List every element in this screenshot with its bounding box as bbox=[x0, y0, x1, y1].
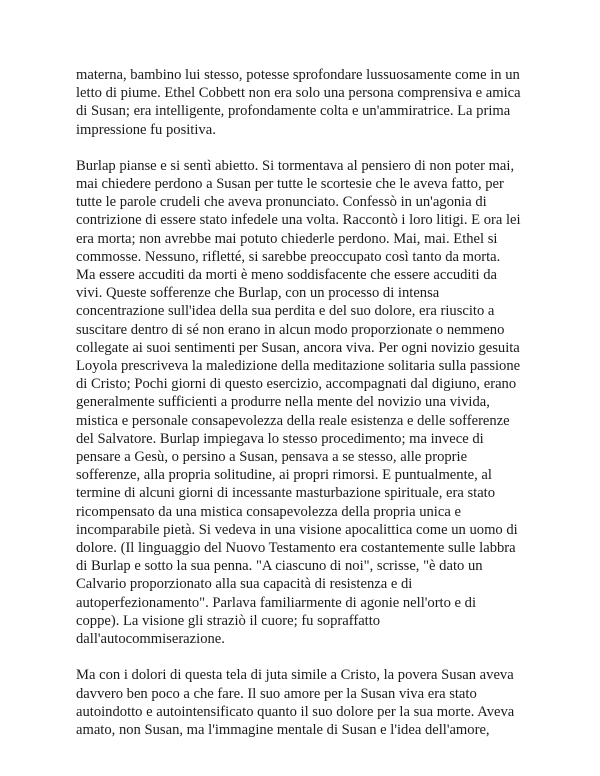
paragraph-1 bbox=[76, 66, 536, 139]
text-line: di Susan; era intelligente, profondamente colta e un'ammiratrice. La prima bbox=[76, 103, 511, 120]
text-line: contrizione di essere stato infedele una volta. Raccontò i loro litigi. E ora lei bbox=[76, 212, 521, 229]
text-line: suscitare dentro di sé non erano in alcun modo proporzionate o nemmeno bbox=[76, 321, 505, 338]
text-line: impressione fu positiva. bbox=[76, 121, 216, 138]
text-line: Ma essere accuditi da morti è meno soddisfacente che essere accuditi da bbox=[76, 267, 498, 284]
text-line: commosse. Nessuno, rifletté, si sarebbe preoccupato così tanto da morta. bbox=[76, 248, 501, 265]
text-line: mistica e personale consapevolezza della reale esistenza e delle sofferenze bbox=[76, 412, 510, 429]
text-line: Loyola prescriveva la maledizione della meditazione solitaria sulla passione bbox=[76, 358, 521, 375]
document-page bbox=[76, 66, 536, 757]
text-line: vivi. Queste sofferenze che Burlap, con un processo di intensa bbox=[76, 285, 440, 302]
text-line: letto di piume. Ethel Cobbett non era solo una persona comprensiva e amica bbox=[76, 85, 521, 102]
text-line: davvero ben poco a che fare. Il suo amore per la Susan viva era stato bbox=[76, 685, 477, 702]
text-line: Ma con i dolori di questa tela di juta simile a Cristo, la povera Susan aveva bbox=[76, 667, 514, 684]
text-line: concentrazione sull'idea della sua perdita e del suo dolore, era riuscito a bbox=[76, 303, 495, 320]
text-line: termine di alcuni giorni di incessante masturbazione spirituale, era stato bbox=[76, 485, 496, 502]
text-line: amato, non Susan, ma l'immagine mentale di Susan e l'idea dell'amore, bbox=[76, 721, 490, 738]
text-line: incomparabile pietà. Si vedeva in una visione apocalittica come un uomo di bbox=[76, 521, 518, 538]
paragraph-3 bbox=[76, 666, 536, 739]
text-line: di Cristo; Pochi giorni di questo esercizio, accompagnati dal digiuno, erano bbox=[76, 376, 517, 393]
paragraph-2 bbox=[76, 157, 536, 648]
text-line: tutte le parole crudeli che aveva pronunciato. Confessò in un'agonia di bbox=[76, 194, 487, 211]
text-line: pensare a Gesù, o persino a Susan, pensava a se stesso, alle proprie bbox=[76, 449, 468, 466]
text-line: autoperfezionamento". Parlava familiarmente di agonie nell'orto e di bbox=[76, 594, 477, 611]
text-line: collegate ai suoi sentimenti per Susan, ancora viva. Per ogni novizio gesuita bbox=[76, 339, 520, 356]
text-line: generalmente sufficienti a produrre nella mente del novizio una vivida, bbox=[76, 394, 490, 411]
text-line: Burlap pianse e si sentì abietto. Si tormentava al pensiero di non poter mai, bbox=[76, 157, 515, 174]
text-line: autoindotto e autointensificato quanto il suo dolore per la sua morte. Aveva bbox=[76, 703, 515, 720]
text-line: dall'autocommiserazione. bbox=[76, 631, 225, 648]
text-line: era morta; non avrebbe mai potuto chiederle perdono. Mai, mai. Ethel si bbox=[76, 230, 498, 247]
text-line: coppe). La visione gli straziò il cuore; fu sopraffatto bbox=[76, 612, 381, 629]
text-line: ricompensato da una mistica consapevolezza della propria unica e bbox=[76, 503, 461, 520]
text-line: dolore. (Il linguaggio del Nuovo Testamento era costantemente sulle labbra bbox=[76, 540, 516, 557]
text-line: mai chiedere perdono a Susan per tutte le scortesie che le aveva fatto, per bbox=[76, 176, 504, 193]
text-line: del Salvatore. Burlap impiegava lo stesso procedimento; ma invece di bbox=[76, 430, 484, 447]
text-line: di Burlap e sotto la sua penna. "A ciascuno di noi", scrisse, "è dato un bbox=[76, 558, 483, 575]
text-line: Calvario proporzionato alla sua capacità di resistenza e di bbox=[76, 576, 413, 593]
text-line: materna, bambino lui stesso, potesse sprofondare lussuosamente come in un bbox=[76, 67, 520, 83]
text-line: sofferenze, alla propria solitudine, ai propri rimorsi. E puntualmente, al bbox=[76, 467, 492, 484]
